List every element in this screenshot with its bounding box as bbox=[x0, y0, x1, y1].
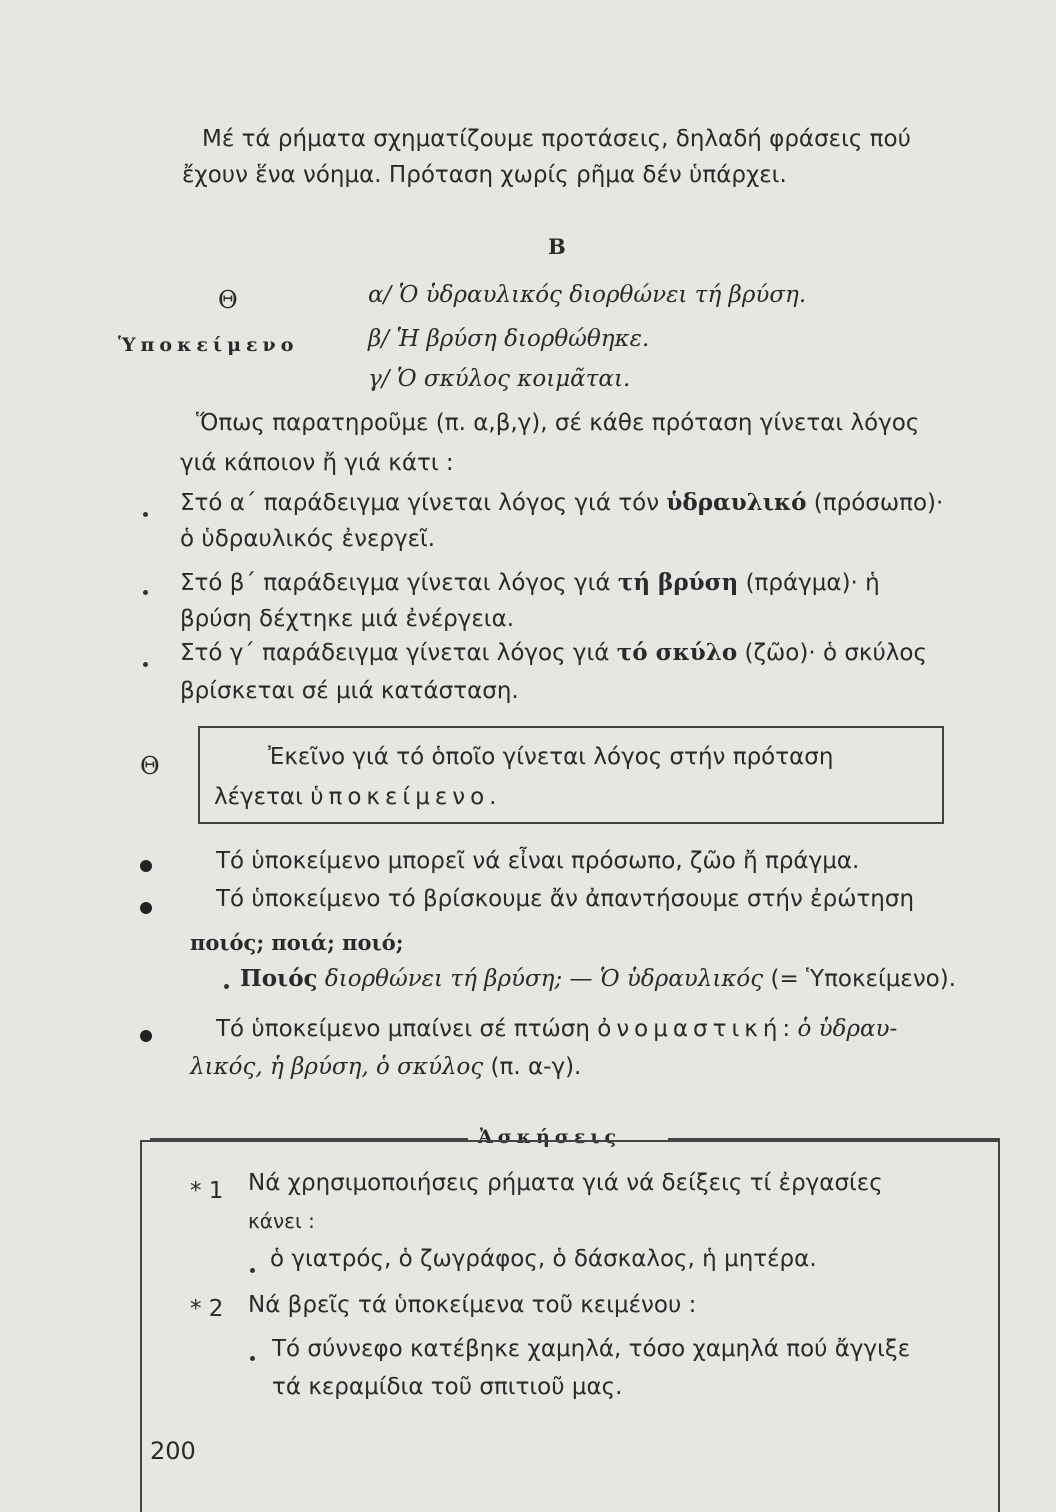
exercise-2-item-line-1: Τό σύννεφο κατέβηκε χαμηλά, τόσο χαμηλά πού ἄγγιξε bbox=[272, 1336, 911, 1362]
definition-term: ὑποκείμενο. bbox=[310, 784, 502, 810]
theta-symbol: Θ bbox=[218, 286, 238, 314]
rule-3-pre: Τό ὑποκείμενο μπαίνει σέ πτώση bbox=[216, 1016, 598, 1042]
example-c-text: Ὁ σκύλος κοιμᾶται. bbox=[396, 366, 631, 392]
rule-1-bullet bbox=[140, 860, 152, 872]
example-a-text: Ὁ ὑδραυλικός διορθώνει τή βρύση. bbox=[398, 282, 807, 308]
side-label: Ὑποκείμενο bbox=[118, 334, 299, 356]
intro-line-2: ἔχουν ἕνα νόημα. Πρόταση χωρίς ρῆμα δέν ὑπάρχει. bbox=[182, 162, 787, 188]
observe-line-2: γιά κάποιον ἤ γιά κάτι : bbox=[180, 450, 454, 476]
intro-line-1: Μέ τά ρήματα σχηματίζουμε προτάσεις, δηλαδή φράσεις πού bbox=[202, 126, 911, 152]
example-a-marker: α/ bbox=[368, 282, 392, 308]
point-3-pre: Στό γ΄ παράδειγμα γίνεται λόγος γιά bbox=[180, 640, 617, 666]
exercise-2-item-bullet bbox=[250, 1356, 255, 1361]
page-number: 200 bbox=[150, 1437, 196, 1465]
point-2-line-1 bbox=[180, 568, 880, 598]
rule-2-bullet bbox=[140, 902, 152, 914]
example-c bbox=[368, 364, 630, 394]
rule-example bbox=[240, 964, 956, 994]
point-1-line-2: ὁ ὑδραυλικός ἐνεργεῖ. bbox=[180, 526, 436, 552]
rule-2-line-2: ποιός; ποιά; ποιό; bbox=[190, 930, 404, 955]
point-3-bold: τό σκύλο bbox=[616, 639, 738, 666]
rule-3-tail: (π. α-γ). bbox=[483, 1054, 582, 1080]
point-2-pre: Στό β΄ παράδειγμα γίνεται λόγος γιά bbox=[180, 570, 618, 596]
rule-3-colon: : bbox=[782, 1016, 798, 1042]
exercise-1-line-2: κάνει : bbox=[248, 1209, 315, 1233]
exercise-1-line-1: Νά χρησιμοποιήσεις ρήματα γιά νά δείξεις τί ἐργασίες bbox=[248, 1170, 883, 1196]
rule-example-bold: Ποιός bbox=[240, 965, 318, 992]
example-c-marker: γ/ bbox=[368, 366, 390, 392]
point-2-bullet bbox=[143, 590, 148, 595]
point-1-pre: Στό α΄ παράδειγμα γίνεται λόγος γιά τόν bbox=[180, 490, 667, 516]
exercise-1-item-bullet bbox=[250, 1268, 255, 1273]
exercise-1-number: * 1 bbox=[190, 1178, 224, 1204]
point-3-bullet bbox=[143, 662, 148, 667]
definition-line-1: Ἐκεῖνο γιά τό ὁποῖο γίνεται λόγος στήν πρόταση bbox=[268, 744, 834, 770]
exercise-1-item: ὁ γιατρός, ὁ ζωγράφος, ὁ δάσκαλος, ἡ μητέρα. bbox=[270, 1246, 817, 1272]
example-b-text: Ἡ βρύση διορθώθηκε. bbox=[396, 326, 650, 352]
rule-example-question: διορθώνει τή βρύση; — Ὁ ὑδραυλικός bbox=[317, 966, 764, 992]
rule-example-bullet bbox=[224, 984, 229, 989]
rule-3-examples: λικός, ἡ βρύση, ὁ σκύλος bbox=[190, 1054, 484, 1080]
point-1-bullet bbox=[143, 512, 148, 517]
definition-lead: λέγεται bbox=[214, 784, 311, 810]
exercise-2-item-line-2: τά κεραμίδια τοῦ σπιτιοῦ μας. bbox=[272, 1374, 623, 1400]
section-letter: Β bbox=[548, 234, 566, 259]
point-2-post: (πράγμα)· ἡ bbox=[738, 570, 880, 596]
observe-line-1: Ὅπως παρατηροῦμε (π. α,β,γ), σέ κάθε πρόταση γίνεται λόγος bbox=[196, 410, 920, 436]
example-a bbox=[368, 280, 806, 310]
rule-3-line-1 bbox=[216, 1014, 897, 1044]
exercise-2-number: * 2 bbox=[190, 1296, 224, 1322]
rule-3-term: ὀνομαστική bbox=[597, 1016, 783, 1042]
point-3-line-1 bbox=[180, 638, 927, 668]
example-b-marker: β/ bbox=[368, 326, 390, 352]
point-3-line-2: βρίσκεται σέ μιά κατάσταση. bbox=[180, 678, 519, 704]
rule-3-italic: ὁ ὑδραυ- bbox=[797, 1016, 898, 1042]
rule-example-tail: (= Ὑποκείμενο). bbox=[763, 966, 957, 992]
definition-line-2 bbox=[214, 782, 502, 812]
rule-3-bullet bbox=[140, 1030, 152, 1042]
rule-2-line-1: Τό ὑποκείμενο τό βρίσκουμε ἄν ἀπαντήσουμε στήν ἐρώτηση bbox=[216, 886, 915, 912]
exercises-heading: Ἀσκήσεις bbox=[478, 1126, 622, 1148]
point-1-post: (πρόσωπο)· bbox=[806, 490, 944, 516]
rule-3-line-2 bbox=[190, 1052, 581, 1082]
exercise-2-line-1: Νά βρεῖς τά ὑποκείμενα τοῦ κειμένου : bbox=[248, 1292, 697, 1318]
definition-theta-symbol: Θ bbox=[140, 752, 160, 780]
point-2-line-2: βρύση δέχτηκε μιά ἐνέργεια. bbox=[180, 606, 515, 632]
rule-1: Τό ὑποκείμενο μπορεῖ νά εἶναι πρόσωπο, ζῶο ἤ πράγμα. bbox=[216, 848, 860, 874]
point-1-line-1 bbox=[180, 488, 943, 518]
example-b bbox=[368, 324, 649, 354]
point-2-bold: τή βρύση bbox=[617, 569, 739, 596]
point-3-post: (ζῶο)· ὁ σκύλος bbox=[737, 640, 927, 666]
point-1-bold: ὑδραυλικό bbox=[666, 489, 807, 516]
